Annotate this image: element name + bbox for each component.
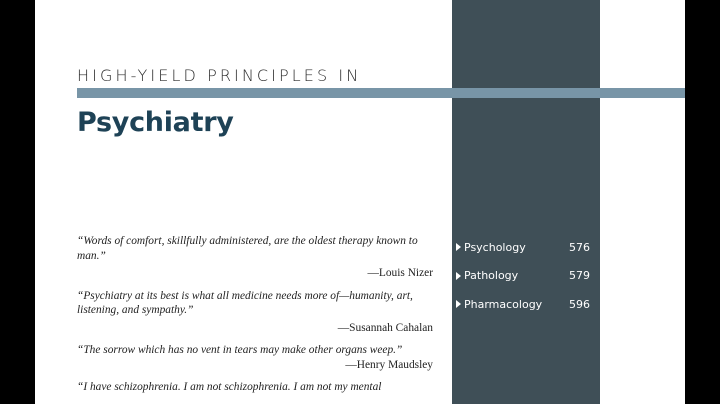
toc-label: Pathology (464, 269, 519, 283)
triangle-right-icon (456, 243, 461, 251)
quote (77, 380, 433, 395)
quote-author: —Susannah Cahalan (337, 321, 433, 334)
toc-page-number: 579 (569, 269, 590, 283)
toc-item-pathology[interactable] (456, 262, 590, 291)
section-kicker: HIGH-YIELD PRINCIPLES IN (77, 66, 362, 85)
quotes-block (77, 234, 433, 403)
quote-author: —Louis Nizer (367, 267, 433, 279)
triangle-right-icon (456, 300, 461, 308)
page-title: Psychiatry (77, 107, 234, 138)
quote (77, 234, 433, 281)
toc-item-pharmacology[interactable] (456, 290, 590, 319)
book-page (35, 0, 685, 404)
quote-text: “Psychiatry at its best is what all medicine needs more of—humanity, art, listening, and sympathy.” (77, 289, 413, 316)
toc-label: Pharmacology (464, 297, 543, 311)
quote-text: “Words of comfort, skillfully administered, are the oldest therapy known to man.” (77, 235, 418, 262)
toc-item-psychology[interactable] (456, 233, 590, 262)
quote (77, 343, 433, 372)
toc-page-number: 596 (569, 297, 590, 311)
triangle-right-icon (456, 272, 461, 280)
header-rule (77, 88, 685, 98)
table-of-contents (456, 233, 590, 319)
toc-page-number: 576 (569, 240, 590, 254)
quote-text: “I have schizophrenia. I am not schizophrenia. I am not my mental (77, 381, 382, 393)
quote-text: “The sorrow which has no vent in tears may make other organs weep.” (77, 344, 403, 356)
toc-label: Psychology (464, 240, 526, 254)
quote (77, 289, 433, 336)
sidebar-column (452, 0, 600, 404)
quote-author: —Henry Maudsley (345, 358, 433, 371)
